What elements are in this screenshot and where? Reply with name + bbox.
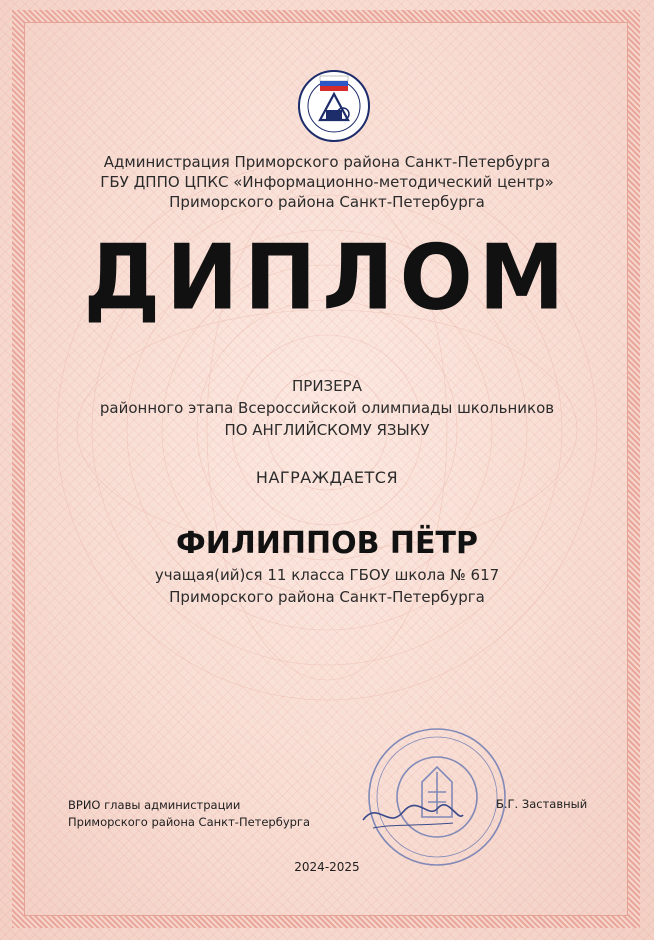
olympiad-emblem-icon — [296, 68, 372, 144]
handwritten-signature — [358, 790, 468, 840]
awarded-label: НАГРАЖДАЕТСЯ — [255, 468, 399, 487]
recipient-name: ФИЛИППОВ ПЁТР — [176, 526, 478, 561]
prize-type: ПРИЗЕРА — [292, 377, 362, 395]
signatory-title-line-1: ВРИО главы администрации — [68, 798, 241, 812]
school-line-1: учащая(ий)ся 11 класса ГБОУ школа № 617 — [154, 566, 500, 584]
header-line-1: Администрация Приморского района Санкт-Петербурга — [103, 153, 551, 171]
academic-year: 2024-2025 — [294, 860, 360, 874]
header-line-3: Приморского района Санкт-Петербурга — [169, 193, 485, 211]
signatory-name: Б.Г. Заставный — [496, 797, 588, 811]
olympiad-stage: районного этапа Всероссийской олимпиады школьников — [99, 399, 555, 417]
header-line-2: ГБУ ДППО ЦПКС «Информационно-методический центр» — [100, 173, 554, 191]
diploma-title: ДИПЛОМ — [83, 225, 571, 331]
signatory-title — [68, 797, 310, 831]
signatory-title-line-2: Приморского района Санкт-Петербурга — [68, 815, 311, 829]
school-line-2: Приморского района Санкт-Петербурга — [169, 588, 485, 606]
subject: ПО АНГЛИЙСКОМУ ЯЗЫКУ — [224, 421, 430, 439]
